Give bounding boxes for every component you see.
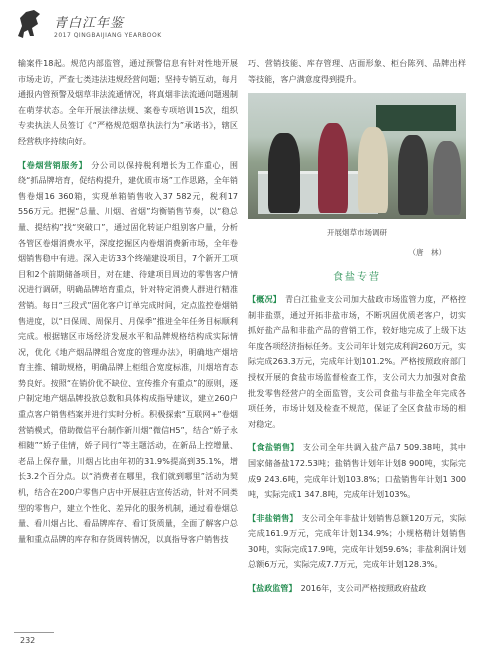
section-tag: 【食盐销售】 [248,442,299,453]
salt-sales-text: 支公司全年共调入盐产品7 509.38吨，其中国家储备盐172.53吨；盐销售计划年计划8 900吨，实际完成9 243.6吨，完成年计划103.8%；口盐销售年计划1 300吨，实际完成1 347.8吨，完成年计划103%。 [248,442,466,500]
page-number: 232 [20,636,36,645]
section-tag: 【盐政监管】 [248,583,297,594]
yearbook-header [14,6,466,52]
section-tag: 【非盐销售】 [248,512,298,523]
salt-overview-paragraph [248,292,466,432]
right-column [248,56,466,597]
non-salt-sales-paragraph [248,511,466,573]
salt-supervision-text: 2016年，支公司严格按照政府盐政 [300,583,427,594]
yearbook-subtitle [54,32,162,39]
salt-overview-text: 青白江盐业支公司加大盐政市场监管力度，严格控制非盐票，通过开拓非盐市场，不断巩固优质老客户，切实抓好盐产品和非盐产品的营销工作，较好地完成了上级下达年度各项经济指标任务。支公司年计划完成利润260万元，实际完成263.3万元，完成年计划101.2%。严格按照政府部门授权开展的食盐市场监督检查工作，支公司大力加强对食盐批发零售经营户的全面监管，支公司食盐与非盐全年完成各项任务，市场计划及检查不规范，保证了全区食盐市场的相对稳定。 [248,293,466,429]
photo-author: （唐 林） [408,247,446,257]
section-tag: 【卷烟营销服务】 [18,159,88,170]
market-survey-photo [248,93,466,219]
yearbook-english-title: QINGBAIJIANG YEARBOOK [73,32,162,39]
footer-divider [14,632,54,633]
salt-supervision-paragraph [248,581,466,597]
section-heading-salt: 食盐专营 [333,272,381,284]
enforcement-paragraph: 输案件18起。规范内部监管，通过预警信息有针对性地开展市场走访，严查七类违法违规经营问题；坚持专销互动，每月通报内管预警及烟草非法流通情况，将真烟非法流通问题遏制在萌芽状态。全年开展法律法规、案卷专项培训15次，组织专卖执法人员签订《“严格规范烟草执法行为”承诺书》，辖区经营秩序持续向好。 [18,58,238,146]
yearbook-year: 2017 [54,32,72,39]
section-tag: 【概况】 [248,293,281,304]
photo-caption: 开展烟草市场调研 [327,228,387,238]
horse-logo-icon [14,6,44,42]
cigarette-marketing-paragraph [18,158,238,548]
cigarette-marketing-text: 分公司以保持税利增长为工作重心，围绕“抓品牌培育，促结构提升，建优质市场”工作思路，全年销售卷烟16 360箱，实现单箱销售收入37 582元，税利17 556万元。把握“总量、川烟、省烟”均衡销售节奏，以“稳总量、提结构”找“突破口”，通过固化转证户组别客户量，分析各管区卷烟消费水平，深度挖掘区内卷烟消费新市场，全年卷烟销售稳中有进。深入走访33个终端建设项目，7个新开工项目和2个前期储备项目，对在建、待建项目周边的零售客户情况进行调研，明确品牌培育重点，针对特定消费人群进行精准营销。每日“三段式”固化客户订单完成时间，定点监控卷烟销售进度，以“日保周、周保月、月保季”推进全年任务目标顺利完成。根据辖区市场经济发展水平和品牌规格结构成实际情况，优化《地产烟品牌组合宽度的管理办法》，明确地产烟培育主推、辅助规格，明确品牌上柜组合宽度标准，川烟培育态势良好。按照“在销价优不缺位、宣传推介有重点”的原则，逐户制定地产烟品牌投放总数和具体构成指导建议，建立260户重点客户销售档案并进行实时分析。积极探索“互联网+”卷烟营销模式，借助微信平台制作新川烟“微信H5”，结合“娇子永相随”“娇子佳情，娇子同行”等主题活动，在新品上控增量、老品上保存量，川烟占比由年初的31.9%提高到35.1%，增长3.2个百分点。以“消费者在哪里，我们就到哪里”活动为契机，结合在200户零售户店中开展驻店宣传活动，针对不同类型的零售户，建立个性化、差异化的服务机制，通过看卷烟总量、看川烟占比、看品牌库存、看订货质量，全面了解客户总量和重点品牌的库存和存货周转情况，以真指导客户销售技 [18,159,238,544]
non-salt-sales-text: 支公司全年非盐计划销售总额120万元，实际完成161.9万元，完成年计划134.9%；小规格精计划销售30吨，实际完成17.9吨，完成年计划59.6%；非盐利润计划总额6万元，实际完成7.7万元，完成年计划128.3%。 [248,512,466,570]
salt-sales-paragraph [248,440,466,502]
yearbook-title: 青白江年鉴 [54,16,125,31]
left-column [18,56,238,547]
marketing-continuation: 巧、营销技能、库存管理、店面形象、柜台陈列、品牌出样等技能，客户满意度得到提升。 [248,58,466,84]
